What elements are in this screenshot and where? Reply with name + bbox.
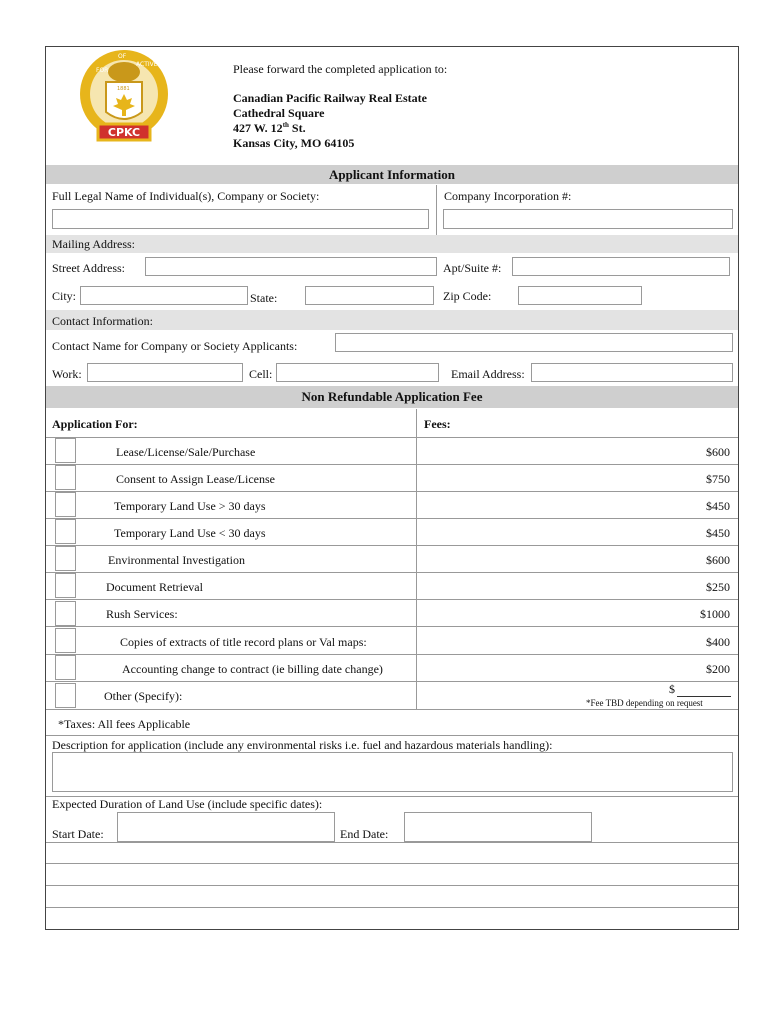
fee-row-label: Rush Services: (106, 607, 178, 621)
legal-name-label: Full Legal Name of Individual(s), Company or Society: (52, 189, 320, 203)
address-line-3 (233, 121, 306, 136)
address-line-3-main: 427 W. 12 (233, 121, 283, 135)
checkbox-environmental-investigation[interactable] (55, 546, 76, 571)
company-incorp-label: Company Incorporation #: (444, 189, 572, 203)
address-line-3-sup: th (282, 121, 289, 129)
address-line-4: Kansas City, MO 64105 (233, 136, 355, 150)
description-input[interactable] (52, 752, 733, 792)
checkbox-temp-land-over-30[interactable] (55, 492, 76, 517)
cell-phone-label: Cell: (249, 367, 273, 381)
end-date-label: End Date: (340, 827, 389, 841)
fee-row-label: Temporary Land Use > 30 days (114, 499, 266, 513)
fee-row-label: Other (Specify): (104, 689, 183, 703)
fee-row-label: Temporary Land Use < 30 days (114, 526, 266, 540)
application-for-label: Application For: (52, 417, 138, 431)
state-input[interactable] (305, 286, 434, 305)
mailing-address-label: Mailing Address: (52, 237, 135, 251)
checkbox-accounting-change[interactable] (55, 655, 76, 680)
street-address-label: Street Address: (52, 261, 125, 275)
forward-instruction: Please forward the completed application to: (233, 62, 448, 76)
cell-phone-input[interactable] (276, 363, 439, 382)
description-label: Description for application (include any environmental risks i.e. fuel and hazardous materials handling): (52, 738, 553, 752)
logo-text: CPKC (107, 126, 141, 139)
fee-row-label: Copies of extracts of title record plans or Val maps: (120, 635, 367, 649)
fee-row-label: Lease/License/Sale/Purchase (116, 445, 256, 459)
start-date-input[interactable] (117, 812, 335, 842)
checkbox-other[interactable] (55, 683, 76, 708)
fee-row-amount: $600 (706, 553, 730, 567)
logo-ring-left-text: FOR (96, 67, 109, 74)
address-line-1: Canadian Pacific Railway Real Estate (233, 91, 427, 105)
contact-name-label: Contact Name for Company or Society Applicants: (52, 339, 298, 353)
other-fee-input[interactable] (677, 683, 731, 697)
fee-row-amount: $450 (706, 499, 730, 513)
beaver-maple-leaf-logo-icon (76, 46, 172, 158)
city-label: City: (52, 289, 77, 303)
address-line-2: Cathedral Square (233, 106, 325, 120)
fee-row-amount: $250 (706, 580, 730, 594)
fee-row-label: Environmental Investigation (108, 553, 245, 567)
fee-row-amount: $450 (706, 526, 730, 540)
logo-shield-text: 1881 (117, 86, 130, 92)
zip-code-label: Zip Code: (443, 289, 492, 303)
state-label: State: (250, 291, 278, 305)
fee-row-amount: $750 (706, 472, 730, 486)
fee-row-amount: $1000 (700, 607, 730, 621)
checkbox-lease-license[interactable] (55, 438, 76, 463)
checkbox-rush-services[interactable] (55, 601, 76, 626)
checkbox-title-copies[interactable] (55, 628, 76, 653)
work-phone-label: Work: (52, 367, 82, 381)
end-date-input[interactable] (404, 812, 592, 842)
fee-row-label: Accounting change to contract (ie billing date change) (122, 662, 383, 676)
other-fee-dollar: $ (669, 682, 675, 696)
duration-label: Expected Duration of Land Use (include specific dates): (52, 797, 323, 811)
email-address-label: Email Address: (451, 367, 525, 381)
legal-name-input[interactable] (52, 209, 429, 229)
applicant-info-title: Applicant Information (46, 165, 738, 184)
email-address-input[interactable] (531, 363, 733, 382)
contact-information-label: Contact Information: (52, 314, 153, 328)
zip-code-input[interactable] (518, 286, 642, 305)
apt-suite-input[interactable] (512, 257, 730, 276)
application-fee-title: Non Refundable Application Fee (46, 386, 738, 408)
logo-ring-right-text: ACTIVE (136, 61, 158, 68)
address-line-3-suffix: St. (288, 121, 306, 135)
fee-row-amount: $200 (706, 662, 730, 676)
fee-tbd-note: *Fee TBD depending on request (586, 698, 703, 708)
fee-row-amount: $600 (706, 445, 730, 459)
taxes-note: *Taxes: All fees Applicable (58, 717, 191, 731)
city-input[interactable] (80, 286, 248, 305)
street-address-input[interactable] (145, 257, 437, 276)
checkbox-temp-land-under-30[interactable] (55, 519, 76, 544)
start-date-label: Start Date: (52, 827, 104, 841)
work-phone-input[interactable] (87, 363, 243, 382)
fee-row-label: Document Retrieval (106, 580, 203, 594)
company-incorp-input[interactable] (443, 209, 733, 229)
fees-label: Fees: (424, 417, 451, 431)
apt-suite-label: Apt/Suite #: (443, 261, 502, 275)
fee-row-label: Consent to Assign Lease/License (116, 472, 275, 486)
fee-row-amount: $400 (706, 635, 730, 649)
checkbox-consent-assign[interactable] (55, 465, 76, 490)
checkbox-document-retrieval[interactable] (55, 573, 76, 598)
logo-ring-top-text: OF (118, 53, 127, 60)
contact-name-input[interactable] (335, 333, 733, 352)
